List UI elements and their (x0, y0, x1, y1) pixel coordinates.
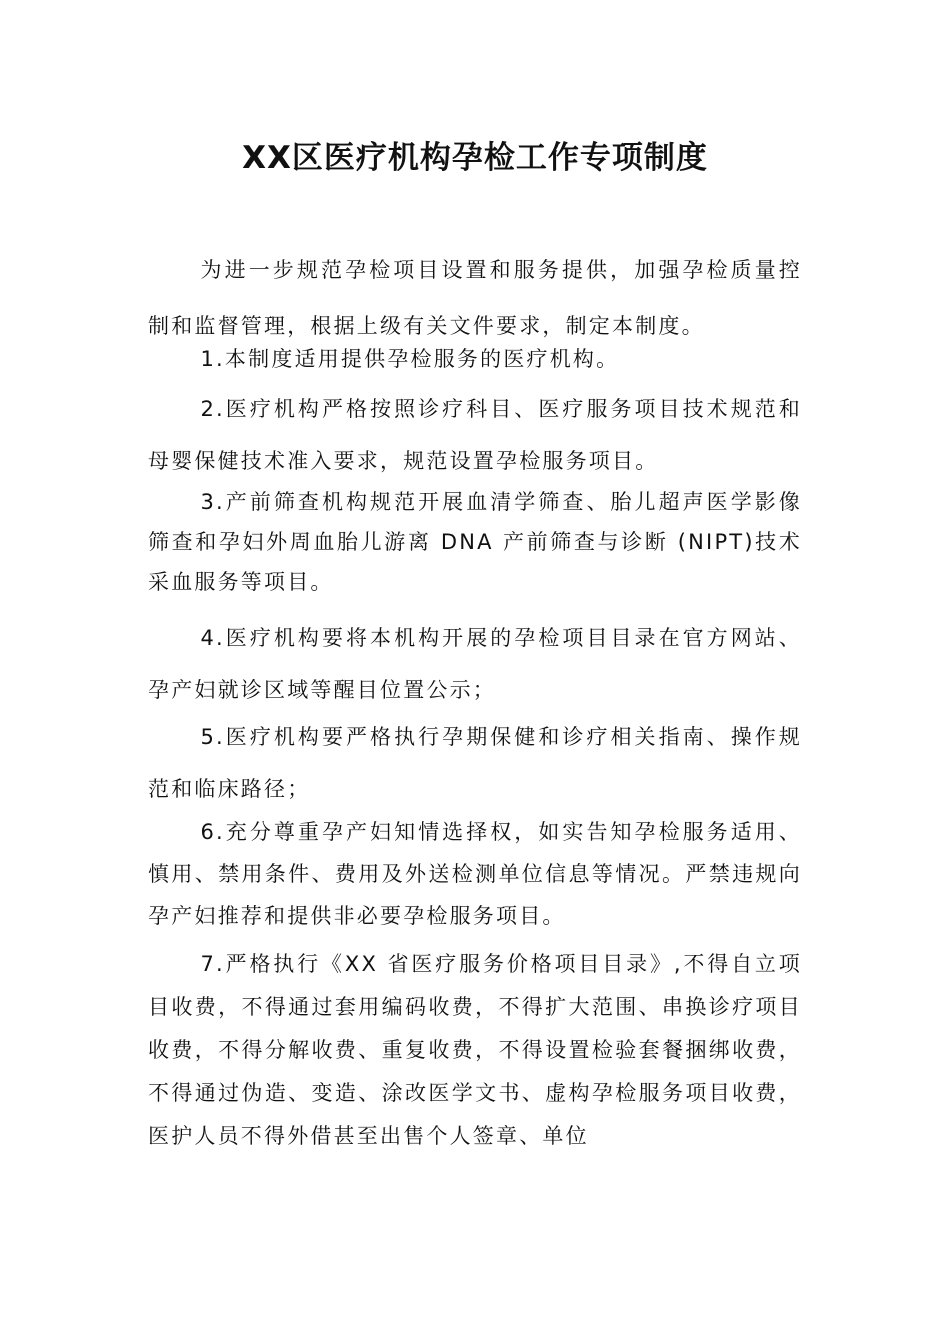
clause-5-paragraph: 5.医疗机构要严格执行孕期保健和诊疗相关指南、操作规范和临床路径； (148, 725, 802, 801)
clause-1-paragraph: 1.本制度适用提供孕检服务的医疗机构。 (200, 347, 620, 371)
clause-3-paragraph: 3.产前筛查机构规范开展血清学筛查、胎儿超声医学影像筛查和孕妇外周血胎儿游离 DNA 产前筛查与诊断 (NIPT)技术采血服务等项目。 (148, 490, 802, 594)
document-title: XX区医疗机构孕检工作专项制度 (242, 140, 708, 176)
clause-4-paragraph: 4.医疗机构要将本机构开展的孕检项目目录在官方网站、孕产妇就诊区域等醒目位置公示； (148, 626, 802, 702)
clause-6-paragraph: 6.充分尊重孕产妇知情选择权，如实告知孕检服务适用、慎用、禁用条件、费用及外送检测单位信息等情况。严禁违规向孕产妇推荐和提供非必要孕检服务项目。 (148, 820, 802, 928)
intro-paragraph: 为进一步规范孕检项目设置和服务提供，加强孕检质量控制和监督管理，根据上级有关文件要求，制定本制度。 (148, 258, 802, 338)
clause-7-paragraph: 7.严格执行《XX 省医疗服务价格项目目录》,不得自立项目收费，不得通过套用编码收费，不得扩大范围、串换诊疗项目收费，不得分解收费、重复收费，不得设置检验套餐捆绑收费，不得通过伪造、变造、涂改医学文书、虚构孕检服务项目收费，医护人员不得外借甚至出售个人签章、单位 (148, 952, 802, 1148)
clause-2-paragraph: 2.医疗机构严格按照诊疗科目、医疗服务项目技术规范和母婴保健技术准入要求，规范设置孕检服务项目。 (148, 397, 802, 473)
